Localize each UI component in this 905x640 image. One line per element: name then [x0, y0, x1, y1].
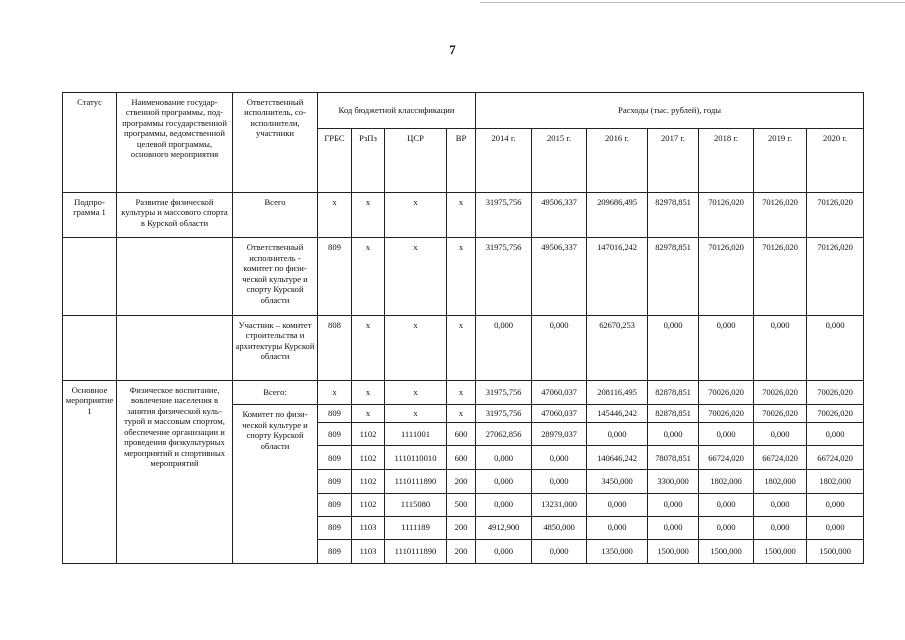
value-2014: 0,000: [476, 446, 532, 470]
value-2014: 31975,756: [476, 193, 532, 238]
value-2016: 0,000: [587, 516, 648, 539]
grbs-cell: 809: [318, 446, 352, 470]
csr-cell: x: [385, 405, 447, 423]
value-2014: 31975,756: [476, 405, 532, 423]
table-row: [63, 193, 864, 238]
csr-cell: 1110110010: [385, 446, 447, 470]
status-cell-empty: [63, 315, 117, 380]
responsible-cell: Комитет по физической культуре и спорту Курской области: [233, 405, 318, 564]
header-year-2020: 2020 г.: [807, 129, 864, 193]
csr-cell: x: [385, 315, 447, 380]
value-2019: 66724,020: [754, 446, 807, 470]
value-2020: 70026,020: [807, 380, 864, 404]
header-year-2014: 2014 г.: [476, 129, 532, 193]
rzpz-cell: 1102: [352, 470, 385, 493]
value-2019: 0,000: [754, 315, 807, 380]
value-2017: 82878,851: [648, 380, 699, 404]
value-2017: 0,000: [648, 493, 699, 516]
value-2016: 145446,242: [587, 405, 648, 423]
value-2020: 0,000: [807, 315, 864, 380]
value-2014: 0,000: [476, 539, 532, 563]
value-2015: 4850,000: [532, 516, 587, 539]
value-2018: 70126,020: [699, 193, 754, 238]
value-2020: 0,000: [807, 493, 864, 516]
value-2017: 82978,851: [648, 193, 699, 238]
header-year-2017: 2017 г.: [648, 129, 699, 193]
value-2016: 3450,000: [587, 470, 648, 493]
grbs-cell: x: [318, 380, 352, 404]
rzpz-cell: 1102: [352, 423, 385, 446]
rzpz-cell: x: [352, 315, 385, 380]
budget-table: [62, 92, 864, 564]
header-rzpz: РзПз: [352, 129, 385, 193]
value-2017: 82878,851: [648, 405, 699, 423]
rzpz-cell: 1102: [352, 493, 385, 516]
value-2016: 62670,253: [587, 315, 648, 380]
grbs-cell: 809: [318, 238, 352, 315]
vr-cell: 500: [447, 493, 476, 516]
value-2016: 147016,242: [587, 238, 648, 315]
csr-cell: 1110111890: [385, 539, 447, 563]
name-cell-empty: [117, 238, 233, 315]
value-2018: 0,000: [699, 315, 754, 380]
vr-cell: 600: [447, 446, 476, 470]
csr-cell: x: [385, 238, 447, 315]
header-csr: ЦСР: [385, 129, 447, 193]
vr-cell: x: [447, 238, 476, 315]
value-2016: 0,000: [587, 493, 648, 516]
value-2015: 0,000: [532, 470, 587, 493]
value-2016: 140646,242: [587, 446, 648, 470]
value-2020: 70126,020: [807, 193, 864, 238]
value-2019: 70026,020: [754, 380, 807, 404]
value-2014: 31975,756: [476, 238, 532, 315]
grbs-cell: 809: [318, 539, 352, 563]
value-2014: 27062,856: [476, 423, 532, 446]
page-number: 7: [449, 42, 456, 57]
vr-cell: 600: [447, 423, 476, 446]
value-2019: 0,000: [754, 493, 807, 516]
value-2016: 208116,495: [587, 380, 648, 404]
vr-cell: 200: [447, 539, 476, 563]
vr-cell: x: [447, 405, 476, 423]
header-year-2018: 2018 г.: [699, 129, 754, 193]
value-2018: 1802,000: [699, 470, 754, 493]
value-2018: 70126,020: [699, 238, 754, 315]
value-2016: 1350,000: [587, 539, 648, 563]
csr-cell: 1111189: [385, 516, 447, 539]
value-2014: 0,000: [476, 470, 532, 493]
value-2017: 78078,851: [648, 446, 699, 470]
value-2017: 1500,000: [648, 539, 699, 563]
rzpz-cell: 1103: [352, 539, 385, 563]
csr-cell: 1110111890: [385, 470, 447, 493]
rzpz-cell: x: [352, 405, 385, 423]
value-2020: 66724,020: [807, 446, 864, 470]
value-2016: 0,000: [587, 423, 648, 446]
value-2019: 70126,020: [754, 193, 807, 238]
value-2014: 0,000: [476, 315, 532, 380]
value-2017: 0,000: [648, 516, 699, 539]
value-2018: 70026,020: [699, 380, 754, 404]
value-2015: 47060,037: [532, 380, 587, 404]
csr-cell: 1115080: [385, 493, 447, 516]
csr-cell: x: [385, 193, 447, 238]
value-2019: 70126,020: [754, 238, 807, 315]
name-cell: Развитие физической культуры и массового спорта в Курской области: [117, 193, 233, 238]
vr-cell: x: [447, 315, 476, 380]
responsible-cell: Участник – комитет строительства и архитектуры Курской области: [233, 315, 318, 380]
value-2020: 1500,000: [807, 539, 864, 563]
value-2015: 0,000: [532, 446, 587, 470]
header-status: Статус: [63, 93, 117, 193]
value-2014: 4912,900: [476, 516, 532, 539]
rzpz-cell: x: [352, 380, 385, 404]
status-cell: Подпрограмма 1: [63, 193, 117, 238]
value-2018: 0,000: [699, 516, 754, 539]
grbs-cell: 809: [318, 470, 352, 493]
top-edge-line: [480, 2, 905, 3]
csr-cell: x: [385, 380, 447, 404]
value-2015: 0,000: [532, 539, 587, 563]
header-year-2015: 2015 г.: [532, 129, 587, 193]
value-2014: 0,000: [476, 493, 532, 516]
header-year-2019: 2019 г.: [754, 129, 807, 193]
responsible-cell: Ответственный исполнитель - комитет по физической культуре и спорту Курской области: [233, 238, 318, 315]
value-2015: 0,000: [532, 315, 587, 380]
responsible-cell: Всего: [233, 193, 318, 238]
value-2019: 1802,000: [754, 470, 807, 493]
name-cell: Физическое воспитание, вовлечение населения в занятия физической культурой и массовым спортом, обеспечение организации и проведения физкультурных мероприятий и спортивных мероприятий: [117, 380, 233, 563]
name-cell-empty: [117, 315, 233, 380]
grbs-cell: 809: [318, 516, 352, 539]
csr-cell: 1111001: [385, 423, 447, 446]
value-2018: 1500,000: [699, 539, 754, 563]
table-row: [63, 238, 864, 315]
header-vr: ВР: [447, 129, 476, 193]
rzpz-cell: x: [352, 193, 385, 238]
value-2014: 31975,756: [476, 380, 532, 404]
vr-cell: 200: [447, 516, 476, 539]
value-2017: 0,000: [648, 423, 699, 446]
value-2019: 0,000: [754, 423, 807, 446]
value-2020: 0,000: [807, 516, 864, 539]
grbs-cell: x: [318, 193, 352, 238]
status-cell-empty: [63, 238, 117, 315]
grbs-cell: 808: [318, 315, 352, 380]
header-row-top: [63, 93, 864, 129]
table-row: [63, 315, 864, 380]
value-2015: 49506,337: [532, 193, 587, 238]
value-2018: 66724,020: [699, 446, 754, 470]
value-2015: 28979,037: [532, 423, 587, 446]
vr-cell: 200: [447, 470, 476, 493]
value-2015: 49506,337: [532, 238, 587, 315]
value-2020: 70126,020: [807, 238, 864, 315]
header-year-2016: 2016 г.: [587, 129, 648, 193]
header-budget-code: Код бюджетной классификации: [318, 93, 476, 129]
header-responsible: Ответственный исполнитель, соисполнители, участники: [233, 93, 318, 193]
grbs-cell: 809: [318, 493, 352, 516]
value-2020: 1802,000: [807, 470, 864, 493]
value-2019: 0,000: [754, 516, 807, 539]
responsible-cell: Всего:: [233, 380, 318, 404]
rzpz-cell: 1102: [352, 446, 385, 470]
vr-cell: x: [447, 380, 476, 404]
vr-cell: x: [447, 193, 476, 238]
value-2019: 1500,000: [754, 539, 807, 563]
header-grbs: ГРБС: [318, 129, 352, 193]
value-2017: 3300,000: [648, 470, 699, 493]
value-2019: 70026,020: [754, 405, 807, 423]
value-2015: 13231,000: [532, 493, 587, 516]
value-2015: 47060,037: [532, 405, 587, 423]
grbs-cell: 809: [318, 405, 352, 423]
value-2020: 0,000: [807, 423, 864, 446]
value-2017: 82978,851: [648, 238, 699, 315]
rzpz-cell: x: [352, 238, 385, 315]
value-2017: 0,000: [648, 315, 699, 380]
value-2018: 70026,020: [699, 405, 754, 423]
rzpz-cell: 1103: [352, 516, 385, 539]
value-2018: 0,000: [699, 423, 754, 446]
value-2016: 209686,495: [587, 193, 648, 238]
table-row: [63, 380, 864, 404]
status-cell: Основное мероприятие 1: [63, 380, 117, 563]
grbs-cell: 809: [318, 423, 352, 446]
value-2020: 70026,020: [807, 405, 864, 423]
header-expenses: Расходы (тыс. рублей), годы: [476, 93, 864, 129]
value-2018: 0,000: [699, 493, 754, 516]
header-name: Наименование государственной программы, подпрограммы государственной программы, ведомственной целевой программы, основного мероприятия: [117, 93, 233, 193]
